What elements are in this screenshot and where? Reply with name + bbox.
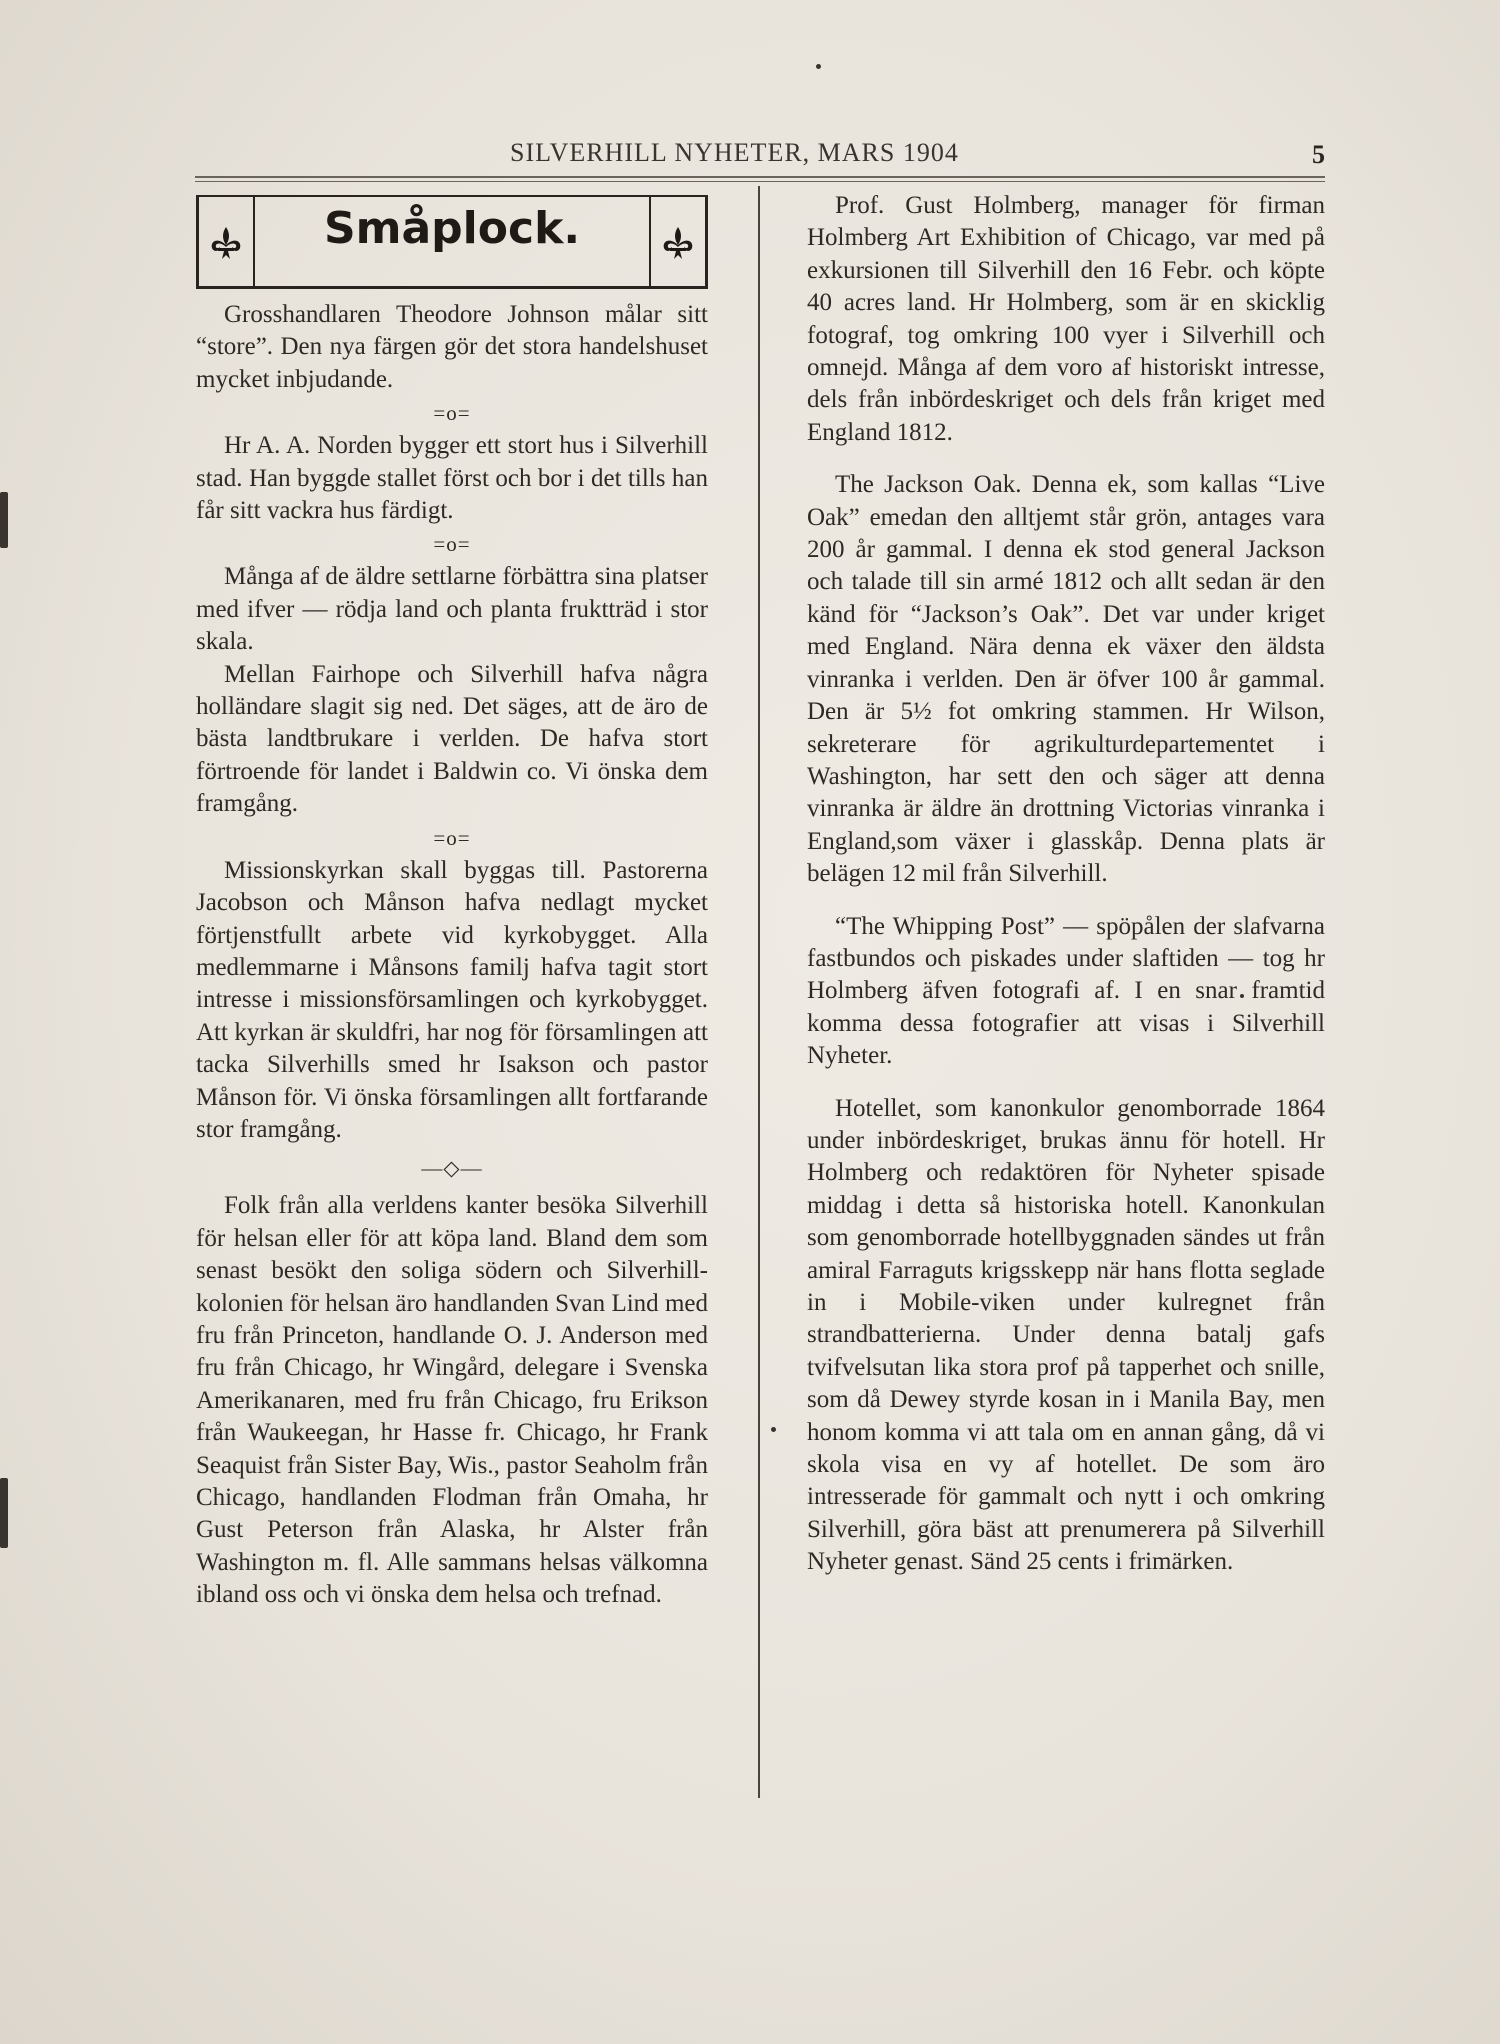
section-title-box — [196, 195, 708, 289]
header-title: SILVERHILL NYHETER, MARS 1904 — [510, 138, 959, 167]
header-rule — [195, 176, 1325, 178]
news-item: The Jackson Oak. Denna ek, som kallas “Live Oak” emedan den alltjemt står grön, antages vara 200 år gammal. I denna ek stod general Jackson och talade till sin armé 1812 och allt sedan är den känd för “Jackson’s Oak”. Det var under kriget med England. Nära denna ek växer den äldsta vinranka i verlden. Den är öfver 100 år gammal. Den är 5½ fot omkring stammen. Hr Wilson, sekreterare för agrikulturdepartementet i Washington, har sett den och säger att denna vinranka är äldre än drottning Victorias vinranka i England,som växer i glasskåp. Denna plats är belägen 12 mil från Silverhill. — [807, 471, 1325, 888]
right-column — [807, 190, 1325, 1579]
news-item: Hr A. A. Norden bygger ett stort hus i Silverhill stad. Han byggde stallet först och bor i det tills han får sitt vackra hus färdigt. — [196, 432, 708, 525]
column-divider — [758, 186, 760, 1798]
paper-speck — [816, 64, 821, 69]
news-item: Prof. Gust Holmberg, manager för firman Holmberg Art Exhibition of Chicago, var med på exkursionen till Silverhill den 16 Febr. och köpte 40 acres land. Hr Holmberg, som är en skicklig fotograf, tog omkring 100 vyer i Silverhill och omnejd. Många af dem voro af historiskt intresse, dels från inbördeskriget och dels från kriget med England 1812. — [807, 192, 1325, 446]
fleur-de-lis-icon — [206, 223, 246, 263]
binding-mark — [0, 492, 8, 548]
news-item: Missionskyrkan skall byggas till. Pastorerna Jacobson och Månson hafva nedlagt mycket förtjenstfullt arbete vid kyrkobygget. Alla medlemmarne i Månsons familj hafva tagit stort intresse i missionsförsamlingen och kyrkobygget. Att kyrkan är skuldfri, har nog för församlingen att tacka Silverhills smed hr Isakson och pastor Månson för. Vi önska församlingen allt fortfarande stor framgång. — [196, 856, 708, 1143]
news-item: Många af de äldre settlarne förbättra sina platser med ifver — rödja land och planta fruktträd i stor skala. — [196, 563, 708, 656]
left-column — [196, 195, 708, 1612]
section-title: Småplock. — [323, 203, 581, 254]
item-divider: —◇— — [421, 1156, 483, 1181]
news-item: Grosshandlaren Theodore Johnson målar sitt “store”. Den nya färgen gör det stora handelshuset mycket inbjudande. — [196, 301, 708, 393]
running-header — [195, 138, 1325, 174]
news-item: “The Whipping Post” — spöpålen der slafvarna fastbundos och piskades under slaftiden — tog hr Holmberg äfven fotografi af. I en snar framtid komma dessa fotografier att visas i Silverhill Nyheter. — [807, 912, 1325, 1070]
fleur-de-lis-icon — [658, 223, 698, 263]
item-divider: =o= — [433, 532, 471, 557]
news-item: Folk från alla verldens kanter besöka Silverhill för helsan eller för att köpa land. Bland dem som senast besökt den soliga södern och Silverhill-kolonien för helsan äro handlanden Svan Lind med fru från Princeton, handlande O. J. Anderson med fru från Chicago, hr Wingård, delegare i Svenska Amerikanaren, med fru från Chicago, fru Erikson från Waukeegan, hr Hasse fr. Chicago, hr Frank Seaquist från Sister Bay, Wis., pastor Seaholm från Chicago, handlanden Flodman från Omaha, hr Gust Peterson från Alaska, hr Alster från Washington m. fl. Alle sammans helsas välkomna ibland oss och vi önska dem helsa och trefnad. — [196, 1192, 708, 1609]
paper-speck — [771, 1427, 776, 1432]
news-item: Hotellet, som kanonkulor genomborrade 1864 under inbördeskriget, brukas ännu för hotell. Hr Holmberg och redaktören för Nyheter spisade middag i detta så historiska hotell. Kanonkulan som genomborrade hotellbyggnaden sändes ut från amiral Farraguts krigsskepp när hans flotta seglade in i Mobile-viken under kulregnet från strandbatterierna. Under denna batalj gafs tvifvelsutan lika stora prof på tapperhet och snille, som då Dewey styrde kosan in i Manila Bay, men honom komma vi att tala om en annan gång, då vi skola visa en vy af hotellet. De som äro intresserade för gammalt och nytt i och omkring Silverhill, göra bäst att prenumerera på Silverhill Nyheter genast. Sänd 25 cents i frimärken. — [807, 1094, 1325, 1576]
header-rule-thin — [195, 181, 1325, 182]
binding-mark — [0, 1478, 8, 1548]
item-divider: =o= — [433, 401, 471, 426]
item-divider: =o= — [433, 825, 471, 850]
page-number: 5 — [1312, 140, 1325, 169]
news-item: Mellan Fairhope och Silverhill hafva några holländare slagit sig ned. Det säges, att de äro de bästa landtbrukare i verlden. De hafva stort förtroende för landet i Baldwin co. Vi önska dem framgång. — [196, 660, 708, 818]
